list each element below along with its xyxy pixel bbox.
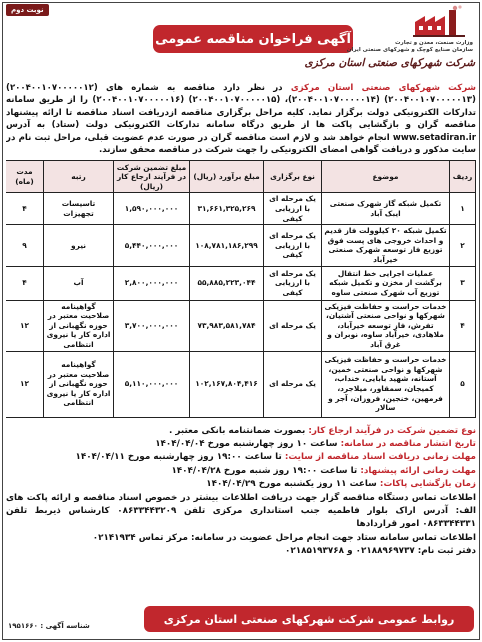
header-guarantee-amount: مبلغ تضمین شرکت در فرآیند ارجاع کار (ریال) (114, 161, 190, 193)
rank-cell: گواهینامه صلاحیت معتبر در حوزه نگهبانی از اداره کار یا نیروی انتظامی (44, 351, 114, 417)
rank-cell: آب (44, 266, 114, 300)
intro-body: در نظر دارد مناقصه به شماره های (۲۰۰۴۰۰۱۰۷۰۰۰۰۰۱۲) (۲۰۰۴۰۰۱۰۷۰۰۰۰۰۱۳) (۲۰۰۴۰۰۱۰۷۰۰۰۰۰۱۴)، (۲۰۰۴۰۰۱۰۷۰۰۰۰۰۱۵) (۲۰۰۴۰۰۱۰۷۰۰۰۰۰۱۶) را از طریق سامانه تدارکات الکترونیکی دولت برگزار نماید. کلیه مراحل برگزاری مناقصه ازدریافت اسناد مناقصه تا ارائه پیشنهاد مناقصه گران و بازگشایی پاکت ها از طریق درگاه سامانه تدارکات الکترونیکی دولت (ستاد) به آدرس www.setadiran.ir انجام خواهد شد و لازم است مناقصه گران در صورت عدم عضویت قبلی، مراحل ثبت نام در سایت مذکور و دریافت گواهی امضای الکترونیکی را جهت شرکت در مناقصه محقق سازند. (6, 83, 476, 156)
header-estimated-amount: مبلغ برآورد (ریال) (190, 161, 264, 193)
guarantee-type-line (6, 425, 476, 438)
publish-date-value: ساعت ۱۰ روز چهارشنبه مورخ ۱۴۰۴/۰۴/۰۴ (155, 438, 338, 449)
row-number-cell: ۲ (450, 225, 476, 266)
registration-office-info: دفتر ثبت نام: ۰۲۱۸۸۹۶۹۷۳۷ و ۰۲۱۸۵۱۹۳۷۶۸ (284, 546, 476, 557)
table-row (6, 225, 476, 266)
proposal-deadline-label: مهلت زمانی ارائه پیشنهاد: (360, 465, 476, 476)
header-subject: موضوع (322, 161, 450, 193)
opening-time-line (6, 478, 476, 491)
guarantee-amount-cell: ۳,۷۰۰,۰۰۰,۰۰۰ (114, 300, 190, 351)
row-number-cell: ۳ (450, 266, 476, 300)
estimated-amount-cell: ۷۳,۹۸۳,۵۸۱,۷۸۴ (190, 300, 264, 351)
guarantee-type-value: بصورت ضمانتنامه بانکی معتبر . (169, 425, 306, 436)
setad-contact-info: اطلاعات تماس سامانه ستاد جهت انجام مراحل عضویت در سامانه: مرکز تماس ۰۲۱۴۱۹۳۴ (92, 532, 476, 543)
guarantee-amount-cell: ۱,۵۹۰,۰۰۰,۰۰۰ (114, 193, 190, 225)
subject-cell: تکمیل شبکه گاز شهرک صنعتی ایبک آباد (322, 193, 450, 225)
duration-cell: ۴ (6, 193, 44, 225)
row-number-cell: ۱ (450, 193, 476, 225)
publish-date-label: تاریخ انتشار مناقصه در سامانه: (340, 438, 476, 449)
table-header-row (6, 161, 476, 193)
guarantee-amount-cell: ۲,۸۰۰,۰۰۰,۰۰۰ (114, 266, 190, 300)
guarantee-type-label: نوع تضمین شرکت در فرآیند ارجاع کار: (308, 425, 476, 436)
subject-cell: خدمات حراست و حفاظت فیزیکی شهرکها و نواحی صنعتی آشتیان، تفرش، فاز توسعه خیرآباد، ملاهادی، خیرآباد ساوه، نوبران و غرق آباد (322, 300, 450, 351)
table-row (6, 300, 476, 351)
estimated-amount-cell: ۱۰۸,۷۸۱,۱۸۶,۲۹۹ (190, 225, 264, 266)
ministry-name: وزارت صنعت، معدن و تجارت (395, 40, 473, 46)
header-rank: رتبه (44, 161, 114, 193)
ad-header (3, 3, 479, 81)
row-number-cell: ۵ (450, 351, 476, 417)
round-badge: نوبت دوم (6, 4, 49, 16)
rank-cell: تاسیسات تجهیزات (44, 193, 114, 225)
intro-paragraph (6, 82, 476, 156)
proposal-deadline-line (6, 465, 476, 478)
ad-title: آگهی فراخوان مناقصه عمومی (153, 25, 353, 53)
document-deadline-line (6, 451, 476, 464)
publish-date-line (6, 438, 476, 451)
table-row (6, 266, 476, 300)
document-deadline-label: مهلت زمانی دریافت اسناد مناقصه از سایت: (284, 452, 476, 463)
opening-time-label: زمان بازگشایی پاکات: (379, 479, 476, 490)
duration-cell: ۹ (6, 225, 44, 266)
guarantee-amount-cell: ۵,۴۴۰,۰۰۰,۰۰۰ (114, 225, 190, 266)
company-name: شرکت شهرکهای صنعتی استان مرکزی (304, 57, 475, 69)
proposal-deadline-value: تا ساعت ۱۹:۰۰ روز شنبه مورخ ۱۴۰۴/۰۴/۲۸ (171, 465, 358, 476)
document-deadline-value: تا ساعت ۱۹:۰۰ روز چهارشنبه مورخ ۱۴۰۴/۰۴/۱۱ (75, 452, 282, 463)
table-row (6, 193, 476, 225)
rank-cell: نیرو (44, 225, 114, 266)
estimated-amount-cell: ۱۰۲,۱۶۷,۸۰۴,۴۱۶ (190, 351, 264, 417)
subject-cell: خدمات حراست و حفاظت فیزیکی شهرکها و نواحی صنعتی خمین، آستانه، شهید بابایی، خنداب، کمیجان، سمقاور، میلاجرد، فرمهین، خنجین، فروزان، آجر و سالار (322, 351, 450, 417)
procurement-type-cell: یک مرحله ای (264, 351, 322, 417)
opening-time-value: ساعت ۱۱ روز یکشنبه مورخ ۱۴۰۴/۰۴/۲۹ (206, 479, 377, 490)
factory-icon (411, 5, 469, 39)
table-row (6, 351, 476, 417)
estimated-amount-cell: ۳۱,۶۶۱,۳۲۵,۲۶۹ (190, 193, 264, 225)
duration-cell: ۴ (6, 266, 44, 300)
procurement-type-cell: یک مرحله ای با ارزیابی کیفی (264, 193, 322, 225)
procurement-type-cell: یک مرحله ای (264, 300, 322, 351)
ad-id: شناسه آگهی : ۱۹۵۱۶۶۰ (8, 622, 90, 630)
tender-details (6, 425, 476, 559)
header-procurement-type: نوع برگزاری (264, 161, 322, 193)
estimated-amount-cell: ۵۵,۸۸۵,۲۲۳,۰۴۴ (190, 266, 264, 300)
organization-name: سازمان صنایع کوچک و شهرکهای صنعتی ایران (346, 47, 473, 53)
tenderer-contact-info: اطلاعات تماس دستگاه مناقصه گزار جهت دریافت اطلاعات بیشتر در خصوص اسناد مناقصه و ارائه پاکت های الف: آدرس اراک بلوار فاطمیه جنب استانداری مرکزی تلفن ۰۸۶۳۳۴۴۳۲۰۹ کارشناس ذیربط تلفن ۰۸۶۳۳۴۴۳۳۱ امور قراردادها (6, 492, 476, 530)
procurement-type-cell: یک مرحله ای با ارزیابی کیفی (264, 266, 322, 300)
row-number-cell: ۴ (450, 300, 476, 351)
subject-cell: عملیات اجرایی خط انتقال برگشت از مخزن و تکمیل شبکه توزیع آب شهرک صنعتی ساوه (322, 266, 450, 300)
procurement-type-cell: یک مرحله ای با ارزیابی کیفی (264, 225, 322, 266)
subject-cell: تکمیل شبکه ۲۰ کیلوولت فاز قدیم و احداث خروجی های پست فوق توزیع فاز توسعه شهرک صنعتی خیرآباد (322, 225, 450, 266)
duration-cell: ۱۲ (6, 300, 44, 351)
intro-lead: شرکت شهرکهای صنعتی استان مرکزی (290, 83, 476, 93)
duration-cell: ۱۲ (6, 351, 44, 417)
ad-body (6, 82, 476, 600)
public-relations-footer: روابط عمومی شرکت شهرکهای صنعتی استان مرکزی (144, 606, 474, 632)
header-duration: مدت (ماه) (6, 161, 44, 193)
header-row-number: ردیف (450, 161, 476, 193)
tender-table (6, 160, 476, 417)
company-logo (411, 5, 469, 39)
guarantee-amount-cell: ۵,۱۱۰,۰۰۰,۰۰۰ (114, 351, 190, 417)
rank-cell: گواهینامه صلاحیت معتبر در حوزه نگهبانی از اداره کار یا نیروی انتظامی (44, 300, 114, 351)
